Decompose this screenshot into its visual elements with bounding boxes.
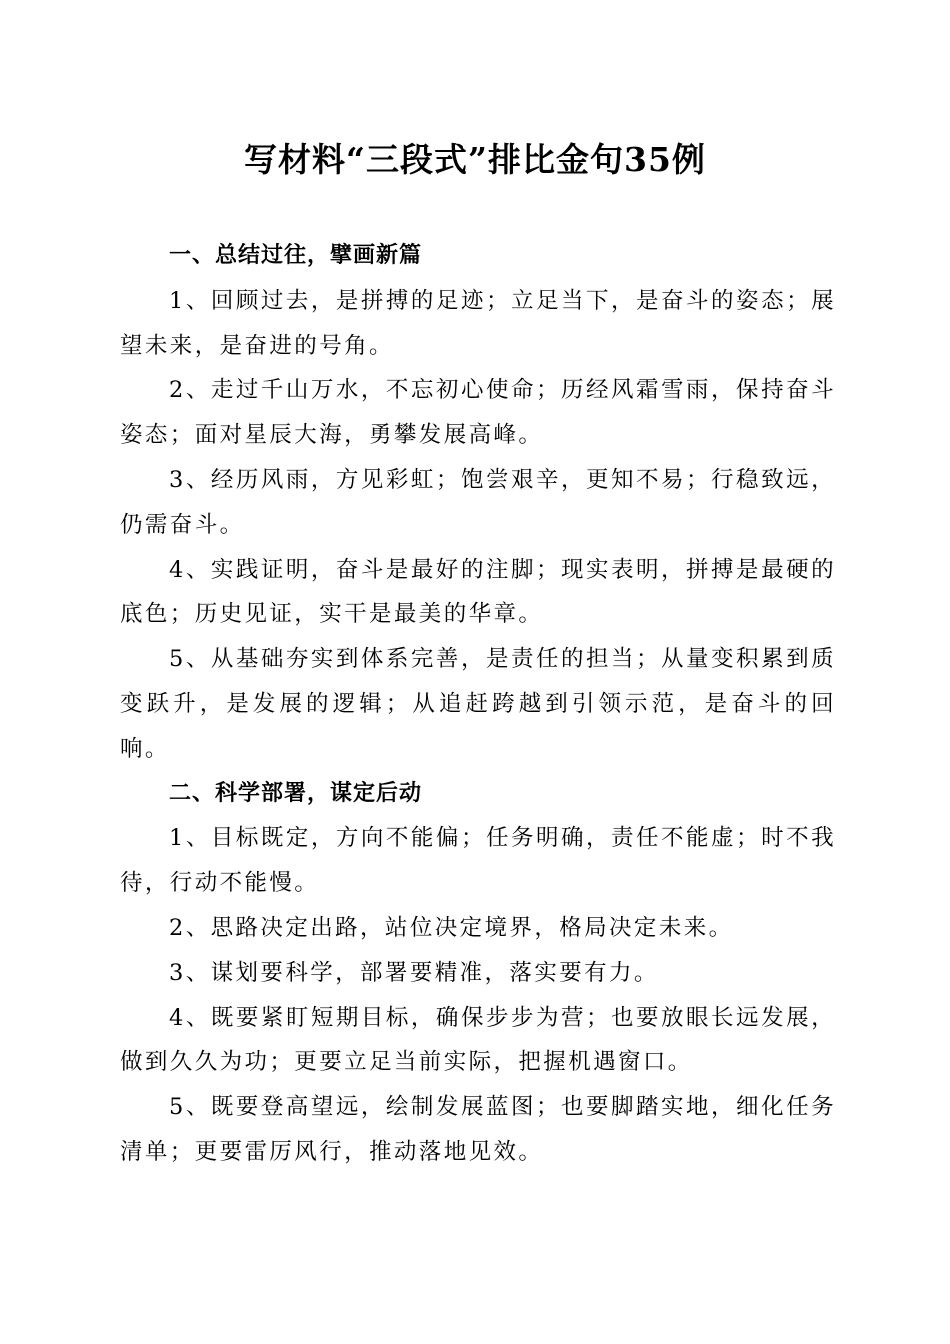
paragraph: 2、思路决定出路，站位决定境界，格局决定未来。 [169,914,734,941]
section-2 [120,772,836,1175]
paragraph: 5、从基础夯实到体系完善，是责任的担当；从量变积累到质变跃升，是发展的逻辑；从追赶跨越到引领示范，是奋斗的回响。 [120,646,836,762]
paragraph: 5、既要登高望远，绘制发展蓝图；也要脚踏实地，细化任务清单；更要雷厉风行，推动落地见效。 [120,1094,836,1165]
paragraph: 2、走过千山万水，不忘初心使命；历经风霜雪雨，保持奋斗姿态；面对星辰大海，勇攀发展高峰。 [120,377,836,449]
paragraph: 4、实践证明，奋斗是最好的注脚；现实表明，拼搏是最硬的底色；历史见证，实干是最美的华章。 [120,556,836,628]
paragraph: 4、既要紧盯短期目标，确保步步为营；也要放眼长远发展，做到久久为功；更要立足当前实际，把握机遇窗口。 [120,1004,836,1076]
section-1 [120,234,836,772]
section-heading: 二、科学部署，谋定后动 [169,780,423,806]
paragraph: 1、目标既定，方向不能偏；任务明确，责任不能虚；时不我待，行动不能慢。 [120,825,836,897]
paragraph: 3、经历风雨，方见彩虹；饱尝艰辛，更知不易；行稳致远，仍需奋斗。 [120,466,836,538]
paragraph: 1、回顾过去，是拼搏的足迹；立足当下，是奋斗的姿态；展望未来，是奋进的号角。 [120,287,836,359]
document-title: 写材料“三段式”排比金句35例 [244,140,706,179]
section-heading: 一、总结过往，擘画新篇 [169,243,423,268]
paragraph: 3、谋划要科学，部署要精准，落实要有力。 [169,959,659,986]
document-body [120,234,836,1175]
